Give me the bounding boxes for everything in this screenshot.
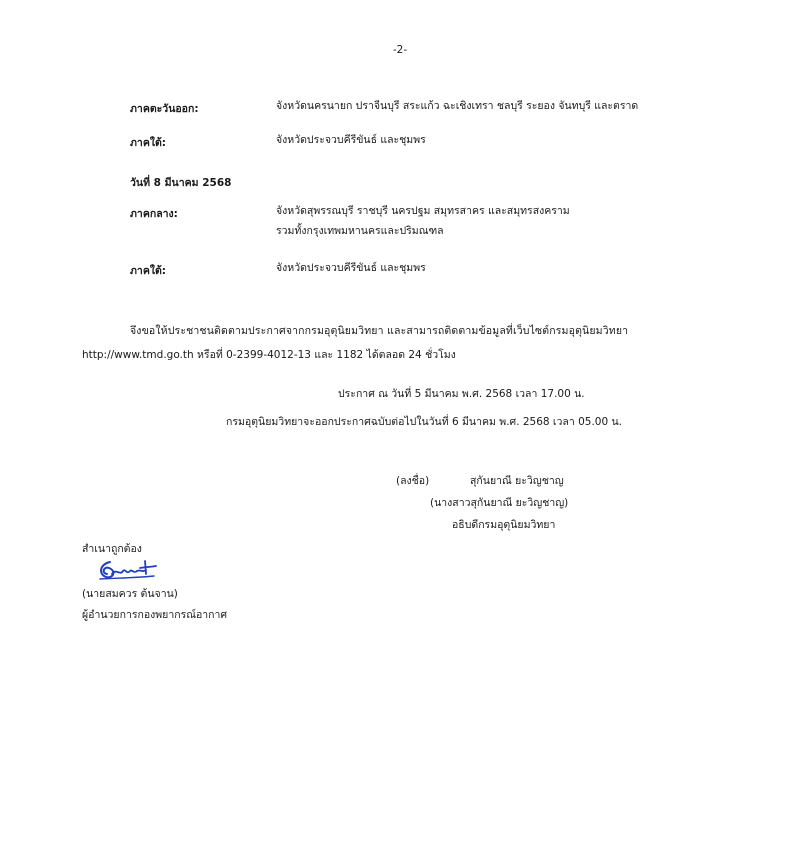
signatory-position: อธิบดีกรมอุตุนิยมวิทยา bbox=[452, 519, 556, 531]
region-central-text-2: รวมทั้งกรุงเทพมหานครและปริมณฑล bbox=[276, 225, 444, 237]
certified-copy-position: ผู้อำนวยการกองพยากรณ์อากาศ bbox=[82, 609, 228, 621]
handwritten-signature bbox=[96, 558, 164, 582]
signed-name: สุกันยาณี ยะวิญชาญ bbox=[470, 475, 564, 487]
region-south-2-label: ภาคใต้: bbox=[130, 265, 166, 277]
announcement-issued: ประกาศ ณ วันที่ 5 มีนาคม พ.ศ. 2568 เวลา 17.00 น. bbox=[338, 388, 585, 400]
certified-copy-name: (นายสมควร ต้นจาน) bbox=[82, 588, 178, 600]
page-number: -2- bbox=[392, 44, 408, 56]
region-south-2-text: จังหวัดประจวบคีรีขันธ์ และชุมพร bbox=[276, 262, 426, 274]
region-south-1-label: ภาคใต้: bbox=[130, 137, 166, 149]
region-south-1-text: จังหวัดประจวบคีรีขันธ์ และชุมพร bbox=[276, 134, 426, 146]
date-heading: วันที่ 8 มีนาคม 2568 bbox=[130, 177, 232, 189]
certified-copy-title: สำเนาถูกต้อง bbox=[82, 543, 142, 555]
closing-paragraph-line-2: http://www.tmd.go.th หรือที่ 0-2399-4012-13 และ 1182 ได้ตลอด 24 ชั่วโมง bbox=[82, 349, 456, 361]
closing-paragraph-line-1: จึงขอให้ประชาชนติดตามประกาศจากกรมอุตุนิยมวิทยา และสามารถติดตามข้อมูลที่เว็บไซต์กรมอุตุนิยมวิทยา bbox=[130, 325, 629, 337]
region-central-label: ภาคกลาง: bbox=[130, 208, 178, 220]
signed-prefix: (ลงชื่อ) bbox=[396, 475, 430, 487]
signatory-full-name: (นางสาวสุกันยาณี ยะวิญชาญ) bbox=[430, 497, 569, 509]
announcement-next: กรมอุตุนิยมวิทยาจะออกประกาศฉบับต่อไปในวันที่ 6 มีนาคม พ.ศ. 2568 เวลา 05.00 น. bbox=[226, 416, 622, 428]
region-east-text: จังหวัดนครนายก ปราจีนบุรี สระแก้ว ฉะเชิงเทรา ชลบุรี ระยอง จันทบุรี และตราด bbox=[276, 100, 639, 112]
region-east-label: ภาคตะวันออก: bbox=[130, 103, 199, 115]
region-central-text-1: จังหวัดสุพรรณบุรี ราชบุรี นครปฐม สมุทรสาคร และสมุทรสงคราม bbox=[276, 205, 570, 217]
